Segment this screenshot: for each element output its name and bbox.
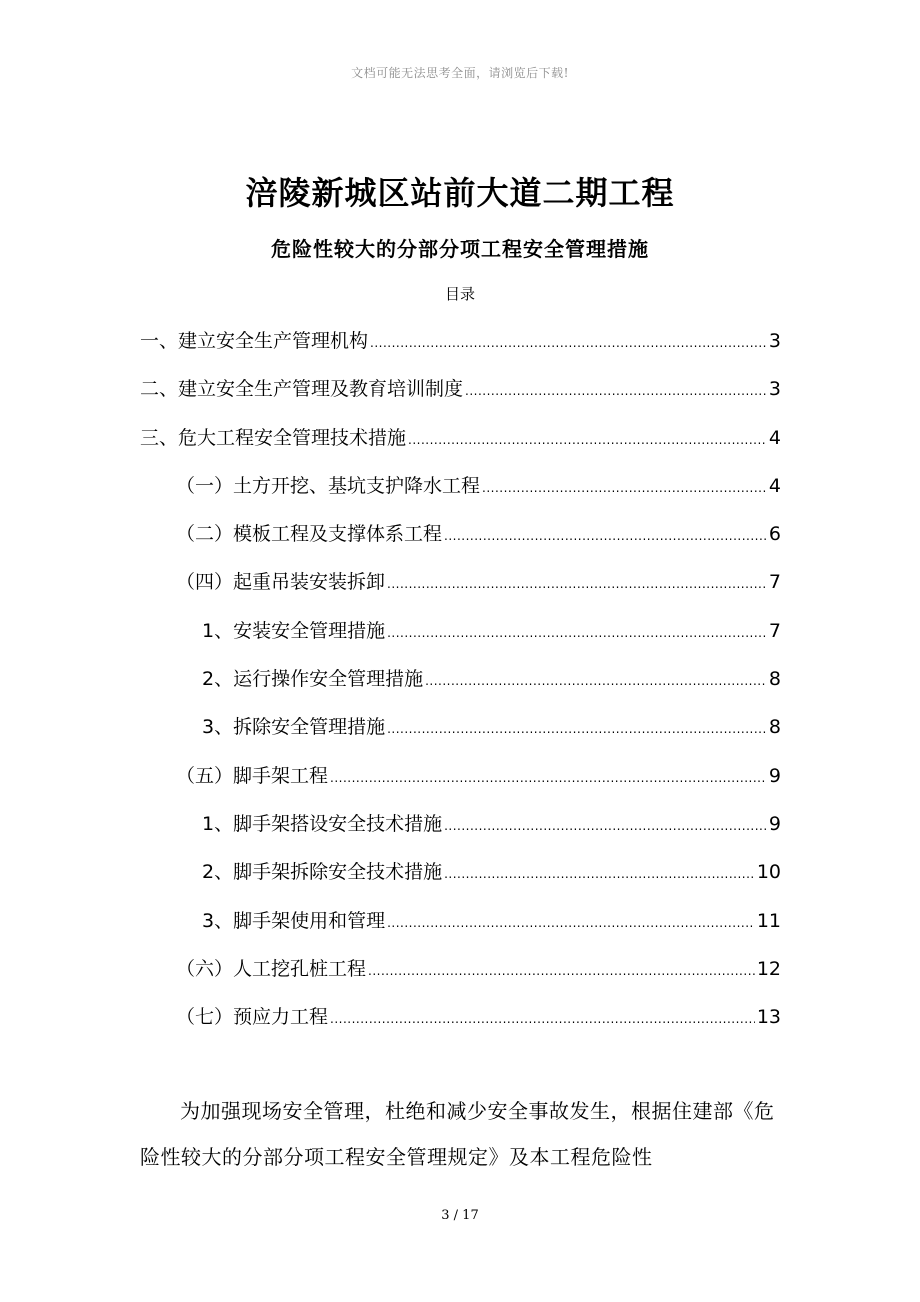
toc-entry[interactable]: [140, 561, 781, 609]
toc-entry-label: 三、危大工程安全管理技术措施: [140, 426, 407, 449]
toc-entry-label: 2、运行操作安全管理措施: [202, 668, 424, 691]
toc-entry-page: 11: [756, 909, 781, 932]
document-subtitle: 危险性较大的分部分项工程安全管理措施: [271, 237, 649, 261]
toc-entry-page: 3: [768, 378, 781, 401]
toc-entry-page: 6: [768, 523, 781, 546]
toc-dot-leader: [387, 612, 767, 654]
toc-dot-leader: [387, 902, 755, 944]
toc-entry-label: （六）人工挖孔桩工程: [176, 957, 367, 980]
toc-entry-label: 3、拆除安全管理措施: [202, 716, 386, 739]
toc-entry-page: 13: [756, 1006, 781, 1029]
toc-dot-leader: [408, 419, 767, 461]
toc-entry-label: （七）预应力工程: [176, 1006, 329, 1029]
toc-dot-leader: [370, 322, 767, 364]
toc-entry-page: 3: [768, 330, 781, 352]
toc-entry-label: 二、建立安全生产管理及教育培训制度: [140, 378, 464, 401]
toc-entry[interactable]: [140, 996, 781, 1044]
toc-entry-label: 1、安装安全管理措施: [202, 619, 386, 642]
toc-entry[interactable]: [140, 658, 781, 706]
toc-dot-leader: [465, 370, 767, 412]
toc-entry[interactable]: [140, 851, 781, 899]
toc-dot-leader: [482, 467, 767, 509]
toc-entry-page: 8: [768, 716, 781, 739]
toc-entry-page: 9: [768, 812, 781, 835]
toc-dot-leader: [444, 853, 755, 895]
toc-entry-label: （一）土方开挖、基坑支护降水工程: [176, 474, 481, 497]
toc-dot-leader: [387, 563, 767, 605]
toc-entry[interactable]: [140, 465, 781, 513]
toc-entry-page: 4: [768, 474, 781, 497]
toc-entry[interactable]: [140, 706, 781, 754]
toc-entry[interactable]: [140, 417, 781, 465]
toc-dot-leader: [387, 708, 767, 750]
toc-entry[interactable]: [140, 320, 781, 368]
page-number: 3 / 17: [441, 1208, 479, 1223]
toc-entry[interactable]: [140, 900, 781, 948]
toc-entry-label: 3、脚手架使用和管理: [202, 909, 386, 932]
toc-entry-label: （五）脚手架工程: [176, 764, 329, 787]
toc-entry-label: 2、脚手架拆除安全技术措施: [202, 861, 443, 884]
toc-entry-page: 4: [768, 426, 781, 449]
toc-entry[interactable]: [140, 948, 781, 996]
toc-entry[interactable]: [140, 368, 781, 416]
document-title: 涪陵新城区站前大道二期工程: [245, 174, 675, 212]
toc-entry-page: 10: [756, 861, 781, 884]
toc-entry-label: 1、脚手架搭设安全技术措施: [202, 812, 443, 835]
body-paragraph: 为加强现场安全管理，杜绝和减少安全事故发生，根据住建部《危险性较大的分部分项工程安全管理规定》及本工程危险性: [140, 1099, 775, 1169]
toc-entry-page: 9: [768, 764, 781, 787]
toc-heading: 目录: [444, 285, 475, 303]
toc-entry[interactable]: [140, 513, 781, 561]
toc-dot-leader: [368, 950, 755, 992]
toc-dot-leader: [444, 515, 767, 557]
toc-entry-label: 一、建立安全生产管理机构: [140, 330, 369, 352]
toc-entry[interactable]: [140, 803, 781, 851]
toc-entry[interactable]: [140, 755, 781, 803]
toc-dot-leader: [444, 805, 767, 847]
toc-entry-page: 7: [768, 619, 781, 642]
watermark-text: 文档可能无法思考全面，请浏览后下载!: [351, 66, 569, 80]
toc-entry-page: 7: [768, 571, 781, 594]
toc-entry-label: （二）模板工程及支撑体系工程: [176, 523, 443, 546]
toc-entry[interactable]: [140, 610, 781, 658]
toc-entry-label: （四）起重吊装安装拆卸: [176, 571, 386, 594]
toc-entry-page: 8: [768, 668, 781, 691]
toc-entry-page: 12: [756, 957, 781, 980]
toc-dot-leader: [330, 757, 767, 799]
toc-dot-leader: [425, 660, 767, 702]
toc-dot-leader: [330, 998, 755, 1040]
table-of-contents: [140, 320, 781, 1044]
